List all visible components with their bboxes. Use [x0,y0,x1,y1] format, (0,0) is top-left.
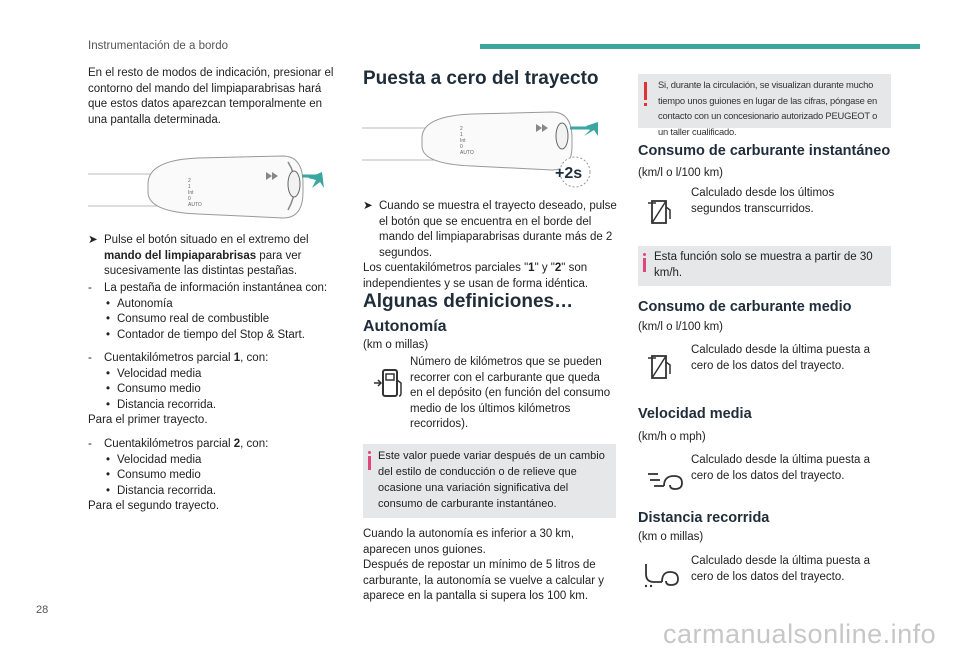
range-title: Autonomía [363,318,447,335]
stalk-label: 2 [188,178,191,184]
definitions-title: Algunas definiciones… [363,291,574,312]
list-item: • Distancia recorrida. [104,484,346,500]
average-consumption-text: Calculado desde la última puesta a cero de los datos del trayecto. [691,344,871,372]
range-low-paragraph: Cuando la autonomía es inferior a 30 km, aparecen unos guiones. Después de repostar un mínimo de 5 litros de carburante, la autonomía se vuelve a calcular y aparece en la pantalla si supera los 100 km. [363,528,604,602]
trip2-block: - Cuentakilómetros parcial 2, con: • Velocidad media • Consumo medio • Distancia recorrida. Para el segundo trayecto. [88,437,346,515]
average-speed-title: Velocidad media [638,406,752,422]
tab-info-label: La pestaña de información instantánea con: [104,282,328,294]
reset-step-text: Cuando se muestra el trayecto deseado, pulse el botón que se encuentra en el borde del mando del limpiaparabrisas durante más de 2 segundos. [379,200,617,259]
instant-consumption-unit: (km/l o l/100 km) [638,167,723,179]
info-icon [368,451,371,454]
reset-title: Puesta a cero del trayecto [363,68,599,89]
step-text: para ver sucesivamente las distintas pestañas. [104,249,302,277]
fuel-consumption-icon [648,197,674,227]
average-speed-text: Calculado desde la última puesta a cero de los datos del trayecto. [691,454,871,482]
step-instruction [88,233,343,280]
distance-title: Distancia recorrida [638,510,770,526]
info-icon [368,456,371,470]
wiper-stalk-reset-illustration [362,108,612,190]
stalk-label: 0 [460,144,463,150]
list-item: • Autonomía [104,297,346,313]
average-consumption-title: Consumo de carburante medio [638,299,852,315]
step-text: Pulse el botón situado en el extremo del [104,234,309,246]
step-bold: mando del limpiaparabrisas [104,249,257,262]
trip1-number: 1 [233,352,241,364]
average-speed-icon [646,466,686,492]
list-item: • Velocidad media [104,367,346,383]
tab-info-block: - La pestaña de información instantánea con: • Autonomía • Consumo real de combustible • Contador de tiempo del Stop & Start. [88,281,346,343]
warning-note [638,74,891,137]
trip1-label: , con: [240,352,269,364]
list-item: • Distancia recorrida. [104,398,346,414]
distance-unit: (km o millas) [638,531,704,543]
instant-consumption-title: Consumo de carburante instantáneo [638,143,891,159]
stalk-label: 0 [188,196,191,202]
list-item: • Velocidad media [104,453,346,469]
trip1-label: Cuentakilómetros parcial [104,352,234,364]
list-item: • Consumo medio [104,468,346,484]
stalk-label: Int [460,138,466,144]
info-icon [643,253,646,256]
header-section-title: Instrumentación de a bordo [88,40,229,52]
trip2-footer: Para el segundo trayecto. [88,500,220,512]
stalk-label: 1 [460,132,463,138]
instant-info-note [638,246,891,286]
trip1-footer: Para el primer trayecto. [88,414,208,426]
trip2-number: 2 [233,438,241,450]
info-icon [643,258,646,272]
watermark: carmanualsonline.info [663,619,937,649]
reset-note: Los cuentakilómetros parciales "1" y "2" son independientes y se usan de forma idéntica. [363,262,589,290]
list-item: • Consumo real de combustible [104,312,346,328]
range-info-text: Este valor puede variar después de un cambio del estilo de conducción o de relieve que ocasione una variación significativa del consumo de carburante instantáneo. [378,450,605,510]
average-consumption-unit: (km/l o l/100 km) [638,321,723,333]
trip1-block: - Cuentakilómetros parcial 1, con: • Velocidad media • Consumo medio • Distancia recorrida. Para el primer trayecto. [88,351,346,429]
list-item: • Consumo medio [104,382,346,398]
range-info-note [363,444,616,518]
step-arrow-icon: ➤ [88,234,98,246]
stalk-label: 1 [188,184,191,190]
instant-info-text: Esta función solo se muestra a partir de 30 km/h. [654,251,873,279]
stalk-label: 2 [460,126,463,132]
warning-icon [644,103,647,106]
average-consumption-icon [648,352,674,382]
reset-step [363,199,618,292]
intro-paragraph: En el resto de modos de indicación, presionar el contorno del mando del limpiaparabrisas hará que estos datos aparezcan temporalmente en una pantalla determinada. [88,67,334,126]
list-item: • Contador de tiempo del Stop & Start. [104,328,346,344]
trip2-label: Cuentakilómetros parcial [104,438,234,450]
distance-travelled-icon [642,562,682,590]
instant-consumption-text: Calculado desde los últimos segundos transcurridos. [691,187,835,215]
page-number: 28 [36,604,49,616]
warning-icon [644,82,647,100]
distance-text: Calculado desde la última puesta a cero de los datos del trayecto. [691,555,871,583]
fuel-range-icon [372,366,406,400]
range-description: Número de kilómetros que se pueden recorrer con el carburante que queda en el depósito (en función del consumo medio de los últimos kilómetros recorridos). [410,356,611,430]
hold-badge: +2s [555,165,583,182]
header-accent-bar [480,44,920,49]
average-speed-unit: (km/h o mph) [638,431,706,443]
stalk-label: AUTO [460,150,474,156]
wiper-stalk-illustration [88,148,338,226]
warning-text: Si, durante la circulación, se visualizan durante mucho tiempo unos guiones en lugar de las cifras, póngase en contacto con un concesionario autorizado PEUGEOT o un taller cualificado. [658,79,878,137]
range-unit: (km o millas) [363,339,429,351]
stalk-label: Int [188,190,194,196]
stalk-label: AUTO [188,202,202,208]
trip2-label: , con: [240,438,269,450]
step-arrow-icon: ➤ [363,200,373,212]
